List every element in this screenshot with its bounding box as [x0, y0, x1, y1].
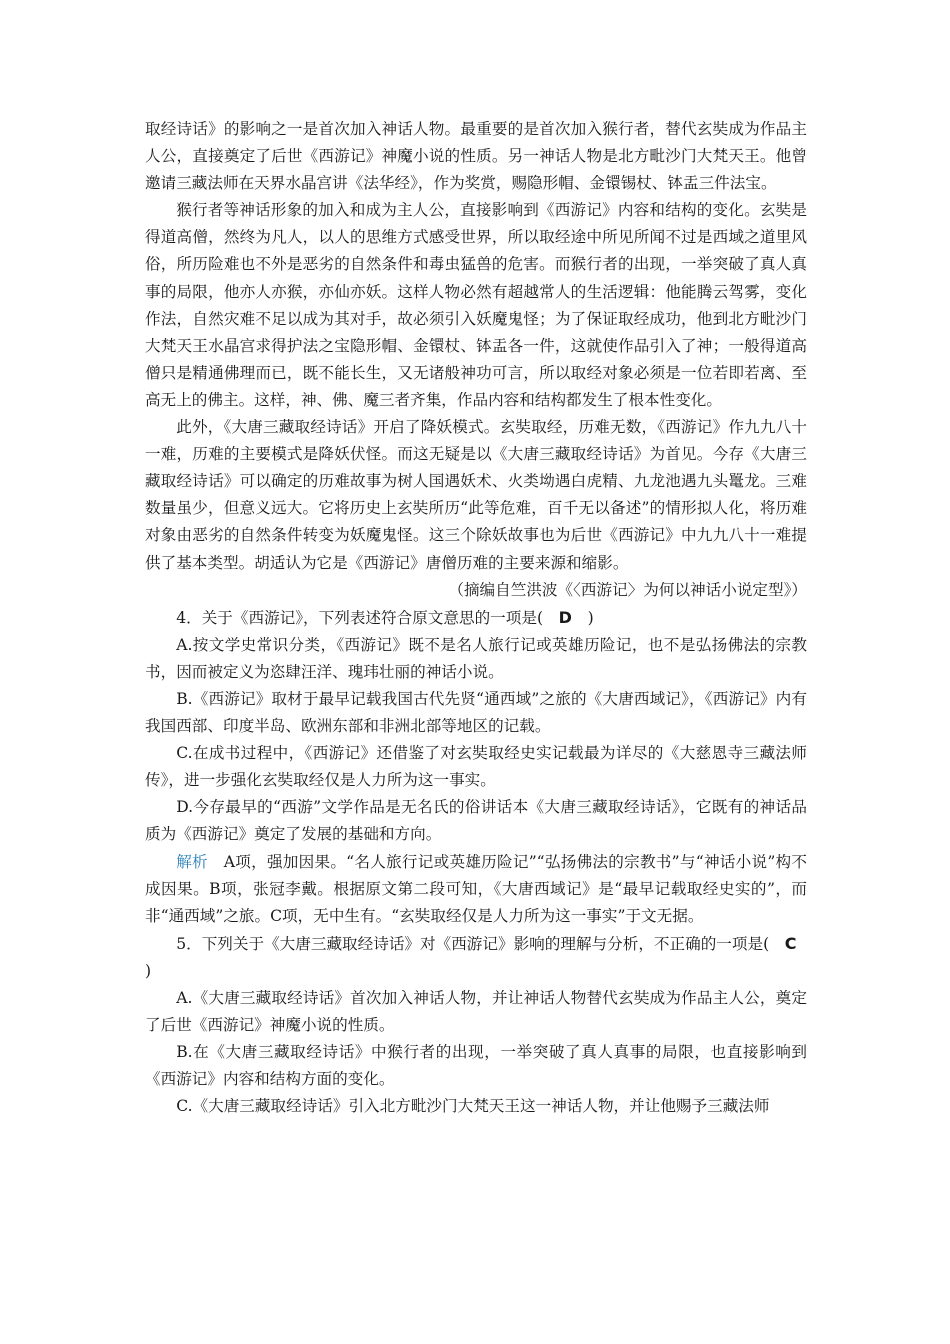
question-4-stem	[145, 604, 807, 632]
question-4-answer: D	[558, 607, 572, 627]
passage-source: （摘编自竺洪波《〈西游记〉为何以神话小说定型》）	[448, 580, 807, 599]
question-5-option-b: B.在《大唐三藏取经诗话》中猴行者的出现，一举突破了真人真事的局限，也直接影响到《西游记》内容和结构方面的变化。	[145, 1043, 807, 1089]
question-5-option-c: C.《大唐三藏取经诗话》引入北方毗沙门大梵天王这一神话人物，并让他赐予三藏法师	[176, 1097, 770, 1116]
analysis-label: 解析	[176, 852, 208, 871]
question-5-stem-close: )	[145, 961, 152, 980]
analysis-text: A项，强加因果。“名人旅行记或英雄历险记”“弘扬佛法的宗教书”与“神话小说”构不成因果。B项，张冠李戴。根据原文第二段可知，《大唐西域记》是“最早记载取经史实的”，而非“通西域”之旅。C项，无中生有。“玄奘取经仅是人力所为这一事实”于文无据。	[145, 852, 807, 925]
document-page	[145, 116, 807, 1120]
question-5-stem-text: 5．下列关于《大唐三藏取经诗话》对《西游记》影响的理解与分析，不正确的一项是(	[176, 934, 770, 953]
passage-paragraph-3: 此外，《大唐三藏取经诗话》开启了降妖模式。玄奘取经，历难无数，《西游记》作九九八十一难，历难的主要模式是降妖伏怪。而这无疑是以《大唐三藏取经诗话》为首见。今存《大唐三藏取经诗话》可以确定的历难故事为树人国遇妖术、火类坳遇白虎精、九龙池遇九头鼍龙。三难数量虽少，但意义远大。它将历史上玄奘所历“此等危难，百千无以备述”的情形拟人化，将历难对象由恶劣的自然条件转变为妖魔鬼怪。这三个除妖故事也为后世《西游记》中九九八十一难提供了基本类型。胡适认为它是《西游记》唐僧历难的主要来源和缩影。	[145, 418, 807, 572]
question-4-option-d: D.今存最早的“西游”文学作品是无名氏的俗讲话本《大唐三藏取经诗话》，它既有的神话品质为《西游记》奠定了发展的基础和方向。	[145, 798, 807, 844]
question-5-stem	[145, 930, 807, 985]
question-4-option-b: B.《西游记》取材于最早记载我国古代先贤“通西域”之旅的《大唐西域记》，《西游记》内有我国西部、印度半岛、欧洲东部和非洲北部等地区的记载。	[145, 689, 807, 736]
question-4-option-a: A.按文学史常识分类，《西游记》既不是名人旅行记或英雄历险记，也不是弘扬佛法的宗教书，因而被定义为恣肆汪洋、瑰玮壮丽的神话小说。	[145, 635, 807, 681]
question-4-stem-close: )	[587, 608, 594, 627]
question-4-analysis	[145, 849, 807, 930]
question-5-answer: C	[784, 933, 797, 953]
question-4-option-c: C.在成书过程中，《西游记》还借鉴了对玄奘取经史实记载最为详尽的《大慈恩寺三藏法师传》，进一步强化玄奘取经仅是人力所为这一事实。	[145, 744, 807, 790]
passage-paragraph-2: 猴行者等神话形象的加入和成为主人公，直接影响到《西游记》内容和结构的变化。玄奘是得道高僧，然终为凡人，以人的思维方式感受世界，所以取经途中所见所闻不过是西域之道里风俗，所历险难也不外是恶劣的自然条件和毒虫猛兽的危害。而猴行者的出现，一举突破了真人真事的局限，他亦人亦猴，亦仙亦妖。这样人物必然有超越常人的生活逻辑：他能腾云驾雾，变化作法，自然灾难不足以成为其对手，故必须引入妖魔鬼怪；为了保证取经成功，他到北方毗沙门大梵天王水晶宫求得护法之宝隐形帽、金镮杖、钵盂各一件，这就使作品引入了神；一般得道高僧只是精通佛理而已，既不能长生，又无诸般神功可言，所以取经对象必须是一位若即若离、至高无上的佛主。这样，神、佛、魔三者齐集，作品内容和结构都发生了根本性变化。	[145, 201, 807, 409]
question-5-option-a: A.《大唐三藏取经诗话》首次加入神话人物，并让神话人物替代玄奘成为作品主人公，奠定了后世《西游记》神魔小说的性质。	[145, 989, 807, 1035]
passage-paragraph-1: 取经诗话》的影响之一是首次加入神话人物。最重要的是首次加入猴行者，替代玄奘成为作品主人公，直接奠定了后世《西游记》神魔小说的性质。另一神话人物是北方毗沙门大梵天王。他曾邀请三藏法师在天界水晶宫讲《法华经》，作为奖赏，赐隐形帽、金镮锡杖、钵盂三件法宝。	[145, 120, 807, 193]
question-4-stem-text: 4．关于《西游记》，下列表述符合原文意思的一项是(	[176, 608, 544, 627]
